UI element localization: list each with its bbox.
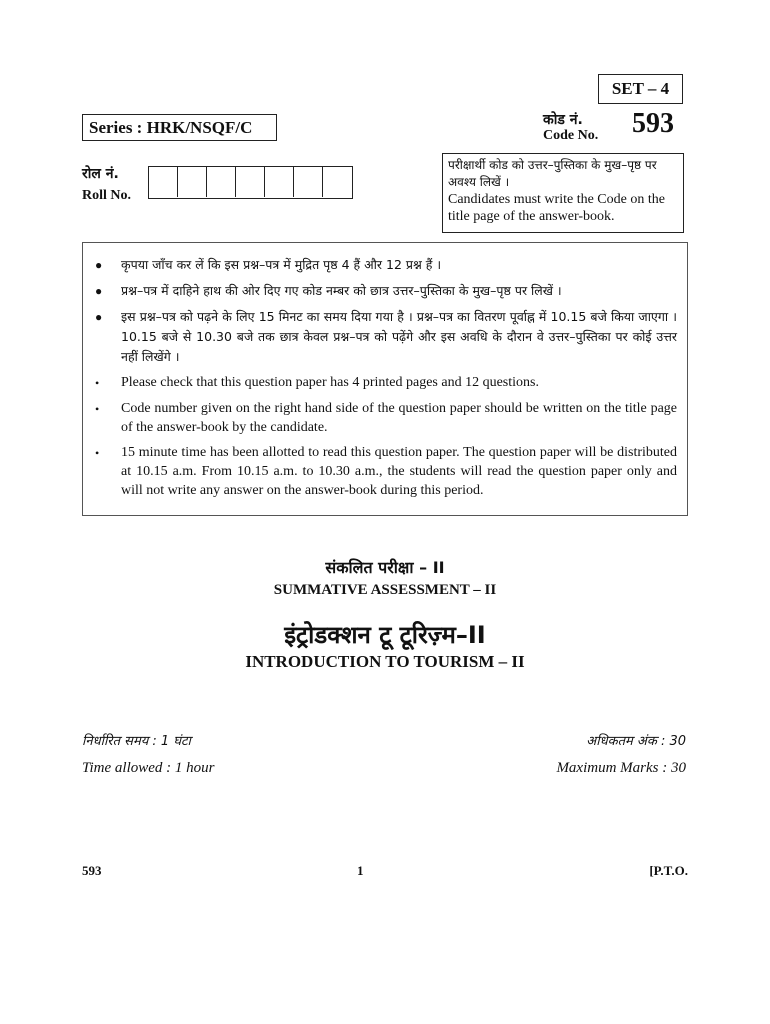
roll-digit-box[interactable] [236,167,265,197]
roll-digit-box[interactable] [207,167,236,197]
instruction-item [95,281,677,301]
code-label-hindi: कोड नं. [543,112,583,128]
instruction-item [95,255,677,275]
exam-name-hindi: संकलित परीक्षा – II [325,558,445,577]
page-number: 1 [357,863,364,878]
bullet-icon: ● [95,310,103,324]
instruction-item [95,443,677,500]
code-number: 593 [632,108,674,139]
instruction-text: कृपया जाँच कर लें कि इस प्रश्न–पत्र में मुद्रित पृष्ठ 4 हैं और 12 प्रश्न हैं । [121,257,442,272]
instruction-text: इस प्रश्न–पत्र को पढ़ने के लिए 15 मिनट का समय दिया गया है । प्रश्न–पत्र का वितरण पूर्वाह्न में 10.15 बजे किया जाएगा । 10.15 बजे से 10.30 बजे तक छात्र केवल प्रश्न–पत्र को पढ़ेंगे और इस अवधि के दौरान वे उत्तर–पुस्तिका पर कोई उत्तर नहीं लिखेंगे । [121,309,677,364]
instruction-item [95,399,677,437]
roll-digit-box[interactable] [178,167,207,197]
exam-name: SUMMATIVE ASSESSMENT – II [273,582,497,598]
bullet-icon: • [95,446,100,460]
time-allowed-hindi: निर्धारित समय : 1 घंटा [82,734,191,749]
instruction-text: Please check that this question paper has 4 printed pages and 12 questions. [121,375,539,390]
candidate-note-english: Candidates must write the Code on the title page of the answer-book. [448,192,665,224]
subject-title-hindi: इंट्रोडक्शन टू टूरिज़्म–II [284,621,486,649]
instruction-text: Code number given on the right hand side of the question paper should be written on the title page of the answer-book by the candidate. [121,401,677,435]
candidate-note [442,153,684,233]
set-label: SET – 4 [598,74,683,104]
instruction-text: प्रश्न–पत्र में दाहिने हाथ की ओर दिए गए कोड नम्बर को छात्र उत्तर–पुस्तिका के मुख–पृष्ठ पर लिखें । [121,283,562,298]
roll-digit-box[interactable] [294,167,323,197]
bullet-icon: • [95,402,100,416]
roll-number-boxes[interactable] [148,166,353,199]
roll-digit-box[interactable] [323,167,352,197]
pto-label: [P.T.O. [649,863,688,878]
maximum-marks: Maximum Marks : 30 [556,760,686,776]
bullet-icon: ● [95,258,103,272]
bullet-icon: • [95,376,100,390]
instructions-box [82,242,688,516]
roll-digit-box[interactable] [149,167,178,197]
roll-label: Roll No. [82,188,131,203]
instruction-text: 15 minute time has been allotted to read this question paper. The question paper will be distributed at 10.15 a.m. From 10.15 a.m. to 10.30 a.m., the students will read the question paper only and will not write any answer on the answer-book during this period. [121,445,677,498]
footer-code: 593 [82,863,102,878]
instruction-item [95,307,677,367]
bullet-icon: ● [95,284,103,298]
time-allowed: Time allowed : 1 hour [82,760,215,776]
roll-label-hindi: रोल नं. [82,166,119,182]
maximum-marks-hindi: अधिकतम अंक : 30 [586,734,686,749]
instruction-item [95,373,677,393]
subject-title: INTRODUCTION TO TOURISM – II [245,652,525,671]
roll-digit-box[interactable] [265,167,294,197]
code-label: Code No. [543,128,599,143]
series-label: Series : HRK/NSQF/C [82,114,277,141]
candidate-note-hindi: परीक्षार्थी कोड को उत्तर–पुस्तिका के मुख–पृष्ठ पर अवश्य लिखें । [448,158,657,189]
